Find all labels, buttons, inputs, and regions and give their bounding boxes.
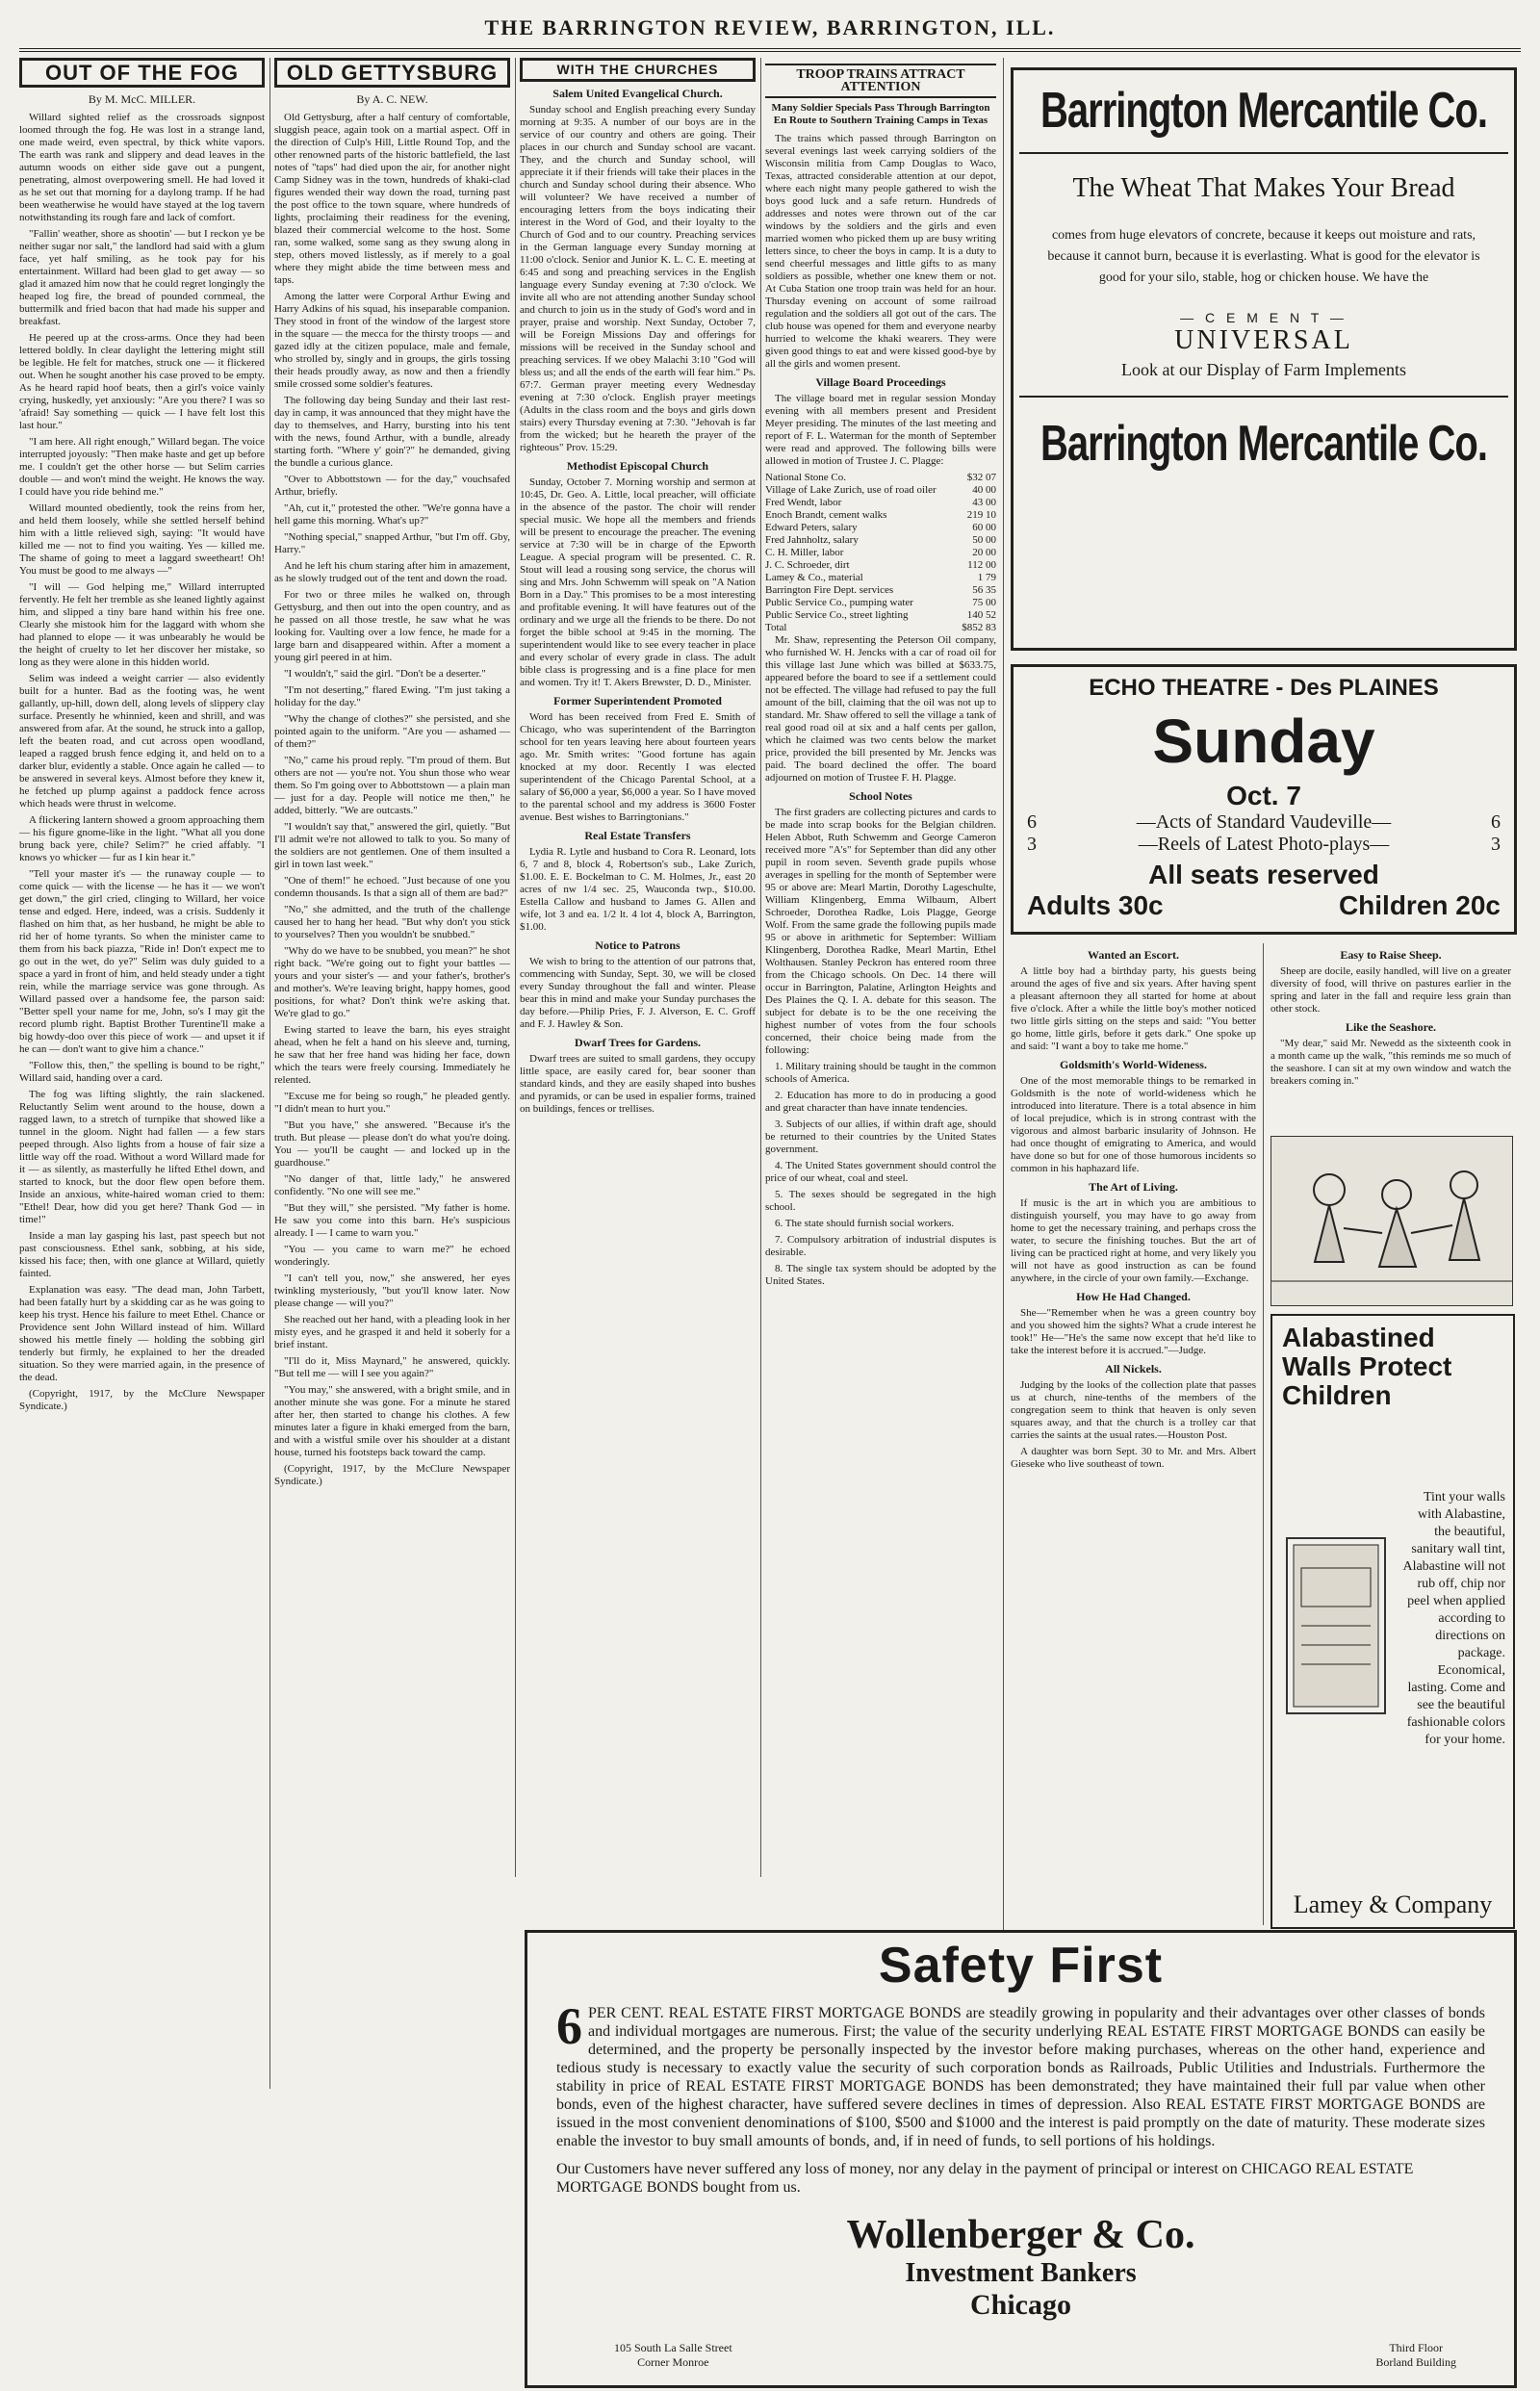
debate-item: 2. Education has more to do in producing a good and great character than have innate tendencies. [765,1090,996,1114]
bill-payee: Village of Lake Zurich, use of road oiler [765,484,937,496]
paragraph: "Excuse me for being so rough," he pleaded gently. "I didn't mean to hurt you." [274,1091,510,1115]
mercantile-ad-body: comes from huge elevators of concrete, because it keeps out moisture and rats, because it cannot burn, because it is everlasting. What is good for the elevator is good for your silo, stable, hog or chicken house. We have the [1047,228,1480,285]
echo-prices [1014,890,1514,921]
paragraph: "But they will," she persisted. "My father is home. He saw you come into this barn. He's suspicious already. I — I came to warn you." [274,1202,510,1239]
debate-item: 4. The United States government should control the price of our wheat, coal and steel. [765,1160,996,1184]
debate-item: 7. Compulsory arbitration of industrial disputes is desirable. [765,1234,996,1258]
acts-count: 6 [1027,811,1037,833]
paragraph: "Why the change of clothes?" she persisted, and she pointed again to the uniform. "Are you — ashamed — of them?" [274,713,510,750]
paragraph: "You may," she answered, with a bright smile, and in another minute she was gone. For a minute he stared after her, then started to change his clothes. A few minutes later a figure in khaki emerged from the barn, and with a wistful smile over his shoulder at a distant house, turned his footsteps back toward the camp. [274,1384,510,1458]
village-board-headline: Village Board Proceedings [815,375,946,389]
paragraph: "Ah, cut it," protested the other. "We're gonna have a hell game this morning. What's up?" [274,502,510,527]
story-headline: OLD GETTYSBURG [286,61,499,85]
bill-payee: Enoch Brandt, cement walks [765,509,887,521]
item-body: Judging by the looks of the collection plate that passes us at church, nine-tenths of the members of the congregation seem to think that heaven is only seven squares away, and that the church is a trolley car that carries the saints at the usual rates.—Houston Post. [1011,1379,1256,1441]
safety-first-text: PER CENT. REAL ESTATE FIRST MORTGAGE BONDS are steadily growing in popularity and their advantages over other classes of bonds and individual mortgages are numerous. First; the value of the security underlying REAL ESTATE FIRST MORTGAGE BONDS can easily be determined, and the property be personally inspected by the investor before making purchases, whereas on the other hand, experience and tedious study is necessary to exactly value the security of such corporation bonds as Railroads, Public Utilities and Industrials. Furthermore the stability in price of REAL ESTATE FIRST MORTGAGE BONDS has been demonstrated; they have maintained their full par value when other bonds, even of the highest character, have suffered severe declines in times of depression. Also REAL ESTATE FIRST MORTGAGE BONDS are issued in the most convenient denominations of $100, $500 and $1000 and the interest is paid promptly on the date of maturity. These moderate sizes enable the investor to buy small amounts of bonds, and, if in need of funds, to sell portions of his holdings. [556,2005,1485,2149]
address-right [1375,2341,1456,2370]
troop-trains-headline: TROOP TRAINS ATTRACT ATTENTION [765,64,996,98]
bill-amount: $852 83 [962,622,996,633]
alabastine-package-icon [1286,1537,1386,1714]
bill-row [765,547,996,559]
item-headline: The Art of Living. [1089,1180,1178,1194]
paragraph: "Fallin' weather, shore as shootin' — but I reckon ye be neither sugar nor salt," the landlord had said with a glum face, yet half smiling, as he took pay for his entertainment. Willard had been glad to get away — so glad it amazed him now that he could regret longingly the heaped log fire, the bread of pounded cornmeal, the buttermilk and fried bacon that had made his supper and breakfast. [19,228,265,327]
item-body: She—"Remember when he was a green country boy and you showed him the sights? What a crude interest he took!" He—"He's the same now except that he'd like to take the interest before it is accrued."—Judge. [1011,1307,1256,1356]
section-headline: Salem United Evangelical Church. [552,87,723,100]
churches-headline: WITH THE CHURCHES [556,62,719,77]
churches-headline-box [520,58,756,82]
bill-row [765,522,996,534]
echo-theatre-name: ECHO THEATRE - Des PLAINES [1089,675,1439,701]
churches-body [520,88,756,1116]
child-price: Children 20c [1338,890,1501,920]
address-right-line1: Third Floor [1389,2341,1443,2354]
bill-amount: 75 00 [972,597,996,608]
bill-row [765,622,996,634]
alabastine-copy: Tint your walls with Alabastine, the beautiful, sanitary wall tint, Alabastine will not rub off, chip nor peel when applied according to directions on package. Economical, lasting. Come and see the beautiful fashionable colors for your home. [1402,1490,1505,1747]
paragraph: (Copyright, 1917, by the McClure Newspaper Syndicate.) [274,1463,510,1487]
mercantile-ad-display: Look at our Display of Farm Implements [1121,360,1406,379]
paragraph: The following day being Sunday and their last rest-day in camp, it was announced that they might have the day to themselves, and Harry, bursting into his tent with the news, found Arthur, with a bundle, already starting forth. "Where y' goin'?" he demanded, giving the bundle a curious glance. [274,395,510,469]
mercantile-ad-universal: UNIVERSAL [1174,325,1353,355]
reels-count-right: 3 [1491,834,1501,855]
address-left-line2: Corner Monroe [637,2355,709,2369]
paragraph: "One of them!" he echoed. "Just because of one you condemn thousands. Is that a sign all of them are bad?" [274,875,510,899]
misc-items-right [1270,943,1511,1092]
masthead-title: THE BARRINGTON REVIEW, BARRINGTON, ILL. [484,15,1056,39]
echo-theatre-day: Sunday [1152,707,1375,776]
address-left [614,2341,732,2370]
story-headline: OUT OF THE FOG [45,61,239,85]
item-headline: All Nickels. [1105,1362,1162,1375]
item-headline: Goldsmith's World-Wideness. [1060,1058,1207,1071]
bill-row [765,472,996,484]
school-notes-body: The first graders are collecting pictures and cards to be made into scrap books for the Belgian children. Helen Abbot, Ruth Schwemm and George Cameron received more "A's" for September than did any other pupil in room seven. Seventh grade pupils whose averages in spelling for the month of September were 95 or above are: Mearl Martin, Dorothy Lageschulte, William Klingenberg, Emma Wilbaum, Albert Schroeder, Dorothea Radke, Lois Plagge, George Wolf. From the same grade the following pupils made 95 or above in arithmetic for September: William Klingenberg, Dorothea Radke, Mearl Martin, Ethel Wolthausen. Stanley Peckron has entered room three from the Chicago schools. On Dec. 14 there will occur in Barrington, Palatine, Arlington Heights and Des Plaines the Q. I. A. debate for this season. The subject for debate is to be the one receiving the highest number of votes from the four schools concerned, their choice being made from the following: [765,807,996,1056]
bill-amount: 1 79 [977,572,996,583]
paragraph: Ewing started to leave the barn, his eyes straight ahead, when he felt a hand on his sleeve and, turning, he saw that her free hand was hiding her face, down which the tears were freely coursing. Immediately he relented. [274,1024,510,1086]
paragraph: "I wouldn't say that," answered the girl, quietly. "But I'll admit we're not allowed to talk to you. So many of the soldiers are not gentlemen. One of them insulted a girl in town last week." [274,821,510,870]
paragraph: (Copyright, 1917, by the McClure Newspaper Syndicate.) [19,1388,265,1412]
section-body: Dwarf trees are suited to small gardens, they occupy little space, are easily cared for, bear sooner than standard kinds, and they are easily shaped into bushes and pyramids, or can be used in espalier forms, trained on buildings, fences or trellises. [520,1053,756,1115]
paragraph: Old Gettysburg, after a half century of comfortable, sluggish peace, again took on a martial aspect. Off in the direction of Culp's Hill, Little Round Top, and the other renowned parts of the historic battlefield, the last notes of "taps" had died upon the air, for another night Camp Sidney was in the town, hundreds of khaki-clad figures wended their way down the road, turning past the post office to the town square, where hundreds of lights, proclaiming their readiness for the evening, blazed their commercial welcome to the host. Some ran, some walked, some sang as they swung along in step, others moved listlessly, as if merely to a goal where they might abide the time between mess and taps. [274,112,510,286]
reels-label: —Reels of Latest Photo-plays— [1138,834,1390,855]
story-old-gettysburg [274,58,510,2089]
mercantile-ad [1011,67,1517,651]
section-body: Lydia R. Lytle and husband to Cora R. Leonard, lots 6, 7 and 8, block 4, Robertson's sub., Lake Zurich, $1.00. E. E. Bockelman to C. M. Holmes, Jr., east 20 acres of nw 1/4 sec. 25, Wauconda twp., $10.00. Estella Callow and husband to James G. Allen and wife, lot 3 and ea. 1/2 lt. 4 lot 4, block A, Barrington, $1.00. [520,846,756,933]
local-news-column [765,58,996,1877]
story-headline-box [274,58,510,88]
paragraph: "No," came his proud reply. "I'm proud of them. But others are not — you're not. You shun those who wear them. So I'm going over to Abbottstown — a plain man — just for a day. People will notice me then," he added, bitterly. "We are outcasts." [274,755,510,816]
section-body: Word has been received from Fred E. Smith of Chicago, who was superintendent of the Barrington school for ten years leaving here about fourteen years ago. Mr. Smith writes: "Good fortune has again knocked at my door. Recently I was elected superintendent of the Chicago Parental School, at a salary of $6,000 a year, $6,000 a year. So I have moved to the parental school and my address is 3600 Foster avenue. Best wishes to Barringtonians." [520,711,756,823]
column-rule [760,58,761,1877]
bill-payee: Public Service Co., street lighting [765,609,909,621]
masthead [19,8,1521,52]
reels-count: 3 [1027,834,1037,855]
mercantile-ad-headline: The Wheat That Makes Your Bread [1072,173,1455,203]
paragraph: And he left his chum staring after him in amazement, as he slowly trudged out of the tent and down the road. [274,560,510,584]
item-headline: How He Had Changed. [1076,1290,1191,1303]
bill-payee: Fred Wendt, labor [765,497,842,508]
item-body: A daughter was born Sept. 30 to Mr. and Mrs. Albert Gieseke who live southeast of town. [1011,1446,1256,1470]
debate-item: 5. The sexes should be segregated in the high school. [765,1189,996,1213]
safety-big-six: 6 [556,1997,582,2055]
mercantile-ad-title-2: Barrington Mercantile Co. [1040,416,1487,472]
bill-row [765,572,996,584]
bill-payee: Barrington Fire Dept. services [765,584,894,596]
address-left-line1: 105 South La Salle Street [614,2341,732,2354]
alabastine-ad [1270,1314,1515,1929]
story-byline: By M. McC. MILLER. [88,92,196,106]
bill-row [765,609,996,622]
bill-amount: 112 00 [967,559,996,571]
safety-first-title: Safety First [878,1938,1164,1993]
bill-amount: $32 07 [966,472,996,483]
children-illustration-svg [1271,1137,1512,1305]
item-body: One of the most memorable things to be remarked in Goldsmith is the note of world-wideness which he introduced into literature. There is a total absence in him of local prejudice, which is in strong contrast with the vigorous and almost barbaric insularity of Johnson. He had once thought of emigrating to America, and would have done so but for one of those humorous incidents so common in his haphazard life. [1011,1075,1256,1174]
bill-row [765,597,996,609]
bill-amount: 20 00 [972,547,996,558]
bill-amount: 43 00 [972,497,996,508]
bill-amount: 140 52 [966,609,996,621]
paragraph: "Follow this, then," the spelling is bound to be right," Willard said, handing over a card. [19,1060,265,1084]
echo-theatre-ad [1011,664,1517,935]
story-byline: By A. C. NEW. [356,92,428,106]
section-headline: Methodist Episcopal Church [566,459,709,473]
bill-amount: 40 00 [972,484,996,496]
bill-row [765,484,996,497]
address-right-line2: Borland Building [1375,2355,1456,2369]
paragraph: Inside a man lay gasping his last, past speech but not past consciousness. Ethel sank, sobbing, at his side, kissed his face; then, with one glance at Willard, quietly fainted. [19,1230,265,1279]
paragraph: "I wouldn't," said the girl. "Don't be a deserter." [284,668,486,680]
bill-payee: C. H. Miller, labor [765,547,844,558]
story-out-of-the-fog [19,58,265,2089]
alabastine-headline: Alabastined Walls Protect Children [1282,1323,1452,1410]
debate-item: 6. The state should furnish social workers. [775,1218,955,1229]
column-rule [515,58,516,1877]
school-notes-headline: School Notes [849,789,912,803]
paragraph: Willard sighted relief as the crossroads signpost loomed through the fog. He was lost in a strange land, one made weird, even spectral, by thick white vapors. The earth was rank and slippery and dead leaves in the autumn woods on either side gave out a pungent, penetrating, almost overpowering smell. He had loved it as he set out that morning for a daylong tramp. If he had been weatherwise he would have stayed at the log tavern notwithstanding its rough fare and lack of comfort. [19,112,265,223]
acts-label: —Acts of Standard Vaudeville— [1136,811,1392,833]
section-body: Sunday school and English preaching every Sunday morning at 9:35. A number of our boys are in the service of our country and others are going. Their places in our church and Sunday school are vacant. They, and the church and Sunday school, will appreciate it if their friends will take their places in the church and Sunday school during their absence. Who will volunteer? We have received a number of encouraging letters from the boys indicating their interest in the Word of God, and their loyalty to the Church of God and to our country. Preaching services in the German language every Sunday morning at 11:00 o'clock. Senior and Junior K. L. C. E. meeting at 6:45 and song and preaching services in the English language every Sunday evening at 7:30 o'clock. We invite all who are not attending another Sunday school and church to join us in the study of God's word and in prayer, praise and worship. Next Sunday, October 7, will be Foreign Missions Day and offerings for missions will be received in the Sunday school and preaching services. If we obey Malachi 3:10 "God will bless us; and all the ends of the earth will fear him." Ps. 67:7. German prayer meeting every Wednesday evening at 7:30 o'clock. English prayer meetings (Adults in the class room and the boys and girls down stairs) every Thursday evening at 7:30. "Jehovah is far from the wicked; but he heareth the prayer of the righteous" Prov. 15:29. [520,104,756,453]
chicago-label: Chicago [970,2289,1071,2321]
item-body: A little boy had a birthday party, his guests being around the ages of five and six years. After having spent a pleasant afternoon they all started for home at about five o'clock. After a while the little boy's mother noticed two little girls sitting on the steps and said: "You better go home, little girls, before it gets dark." One spoke up and said: "I want a boy to take me home." [1011,965,1256,1052]
bill-amount: 219 10 [966,509,996,521]
column-rule [1003,58,1004,1983]
paragraph: "I'm not deserting," flared Ewing. "I'm just taking a holiday for the day." [274,684,510,708]
safety-first-copy-2: Our Customers have never suffered any loss of money, nor any delay in the payment of principal or interest on CHICAGO REAL ESTATE MORTGAGE BONDS bought from us. [556,2161,1414,2196]
paragraph: "Nothing special," snapped Arthur, "but I'm off. Gby, Harry." [274,531,510,555]
echo-reels-row [1014,834,1514,856]
bill-row [765,559,996,572]
safety-first-copy [556,1997,1485,2150]
bill-payee: Public Service Co., pumping water [765,597,913,608]
paragraph: Among the latter were Corporal Arthur Ewing and Harry Adkins of his squad, his inseparable companion. They stood in front of the window of the largest store in the square — the mecca for the thirsty troops — and gazed idly at the citizen populace, male and female, who strolled by, singly and in groups, the girls tossing their heads proudly away, as now and then a friendly smile crossed some soldier's features. [274,291,510,390]
debate-list [765,1061,996,1288]
bill-payee: Total [765,622,787,633]
paragraph: "Over to Abbottstown — for the day," vouchsafed Arthur, briefly. [274,474,510,498]
paragraph: "Why do we have to be snubbed, you mean?" he shot right back. "We're going out to fight your battles — yours and your sister's — and your father's, brother's and mother's. We're leaving bright, happy homes, good positions, for what? Don't think we're asking that. We're glad to go." [274,945,510,1019]
paragraph: "I'll do it, Miss Maynard," he answered, quickly. "But tell me — will I see you again?" [274,1355,510,1379]
bill-row [765,534,996,547]
bill-amount: 50 00 [972,534,996,546]
paragraph: "You — you came to warn me?" he echoed wonderingly. [274,1244,510,1268]
paragraph: Selim was indeed a weight carrier — also evidently built for a hunter. Bad as the footing was, he went gallantly, up-hill, down dell, along levels of slippery clay surface. Presently he whinnied, keen and shrill, and was answered from afar. At the sound, he struck into a gallop, left the beaten road, and cut across open woodland, leaped a ragged brush fence edging it, and held on to a darker blur, evidently a stable. Once again he called — to be answered in several keys. Almost before they knew it, he fetched up plump against a paddock fence across which heads were thrust in welcome. [19,673,265,810]
echo-acts-row [1014,811,1514,834]
bill-payee: Lamey & Co., material [765,572,863,583]
bill-payee: National Stone Co. [765,472,847,483]
item-body: "My dear," said Mr. Newedd as the sixteenth cook in a month came up the walk, "this reminds me so much of the seashore. I can sit at my own window and watch the breakers coming in." [1270,1038,1511,1087]
bill-amount: 56 35 [972,584,996,596]
village-board-body-2: Mr. Shaw, representing the Peterson Oil company, who furnished W. H. Jencks with a car of road oil for this village last June which was billed at $633.75, appeared before the board to see if a settlement could not be effected. The village had refused to pay the full amount of the bill, claiming that the oil was not up to standard. Mr. Shaw offered to sell the village a tank of real good road oil at six and a half cents per gallon, which he claimed was two cents below the market price, provided the bill presented by Mr. Jencks was paid. The board declined the offer. The board adjourned on motion of Trustee F. H. Plagge. [765,634,996,784]
bill-payee: J. C. Schroeder, dirt [765,559,850,571]
item-body: Sheep are docile, easily handled, will live on a greater diversity of food, will thrive on pastures earlier in the spring and later in the fall and require less grain than other stock. [1270,965,1511,1015]
paragraph: For two or three miles he walked on, through Gettysburg, and then out into the open country, and as he passed on all those trestle, he saw what he was looking for. Vaulting over a low fence, he made for a large barn and disappeared within. After a moment a young girl peered in at him. [274,589,510,663]
debate-item: 1. Military training should be taught in the common schools of America. [765,1061,996,1085]
mercantile-ad-title: Barrington Mercantile Co. [1040,83,1487,139]
wollenberger-name: Wollenberger & Co. [846,2213,1195,2257]
column-rule [1263,943,1264,1925]
village-board-body: The village board met in regular session Monday evening with all members present and President Meyer presiding. The minutes of the last meeting and report of F. L. Waterman for the month of September were read and approved. The following bills were allowed in motion of Trustee J. C. Plagge: [765,393,996,467]
troop-trains-body: The trains which passed through Barrington on several evenings last week carrying soldiers of the Wisconsin militia from Camp Douglas to Waco, Texas, attracted considerable attention at our depot, where each night many people gathered to wish the boys good luck and a safe return. Hundreds of addresses and notes were thrown out of the car windows by the soldiers and the girls and even married women who picked them up are busy writing letters since, to cheer the boys in camp. It is a duty to send cheerful messages and little gifts to as many soldiers as possible, whether one knew them or not. At Cuba Station one troop train was held for an hour. Thursday evening on account of some railroad regulation and the soldiers all got out of the cars. The club house was opened for them and everyone nearby hurried to welcome the khaki wearers. They were given good things to eat and were kissed good-bye by all the girls and women present. [765,133,996,370]
paragraph: "Tell your master it's — the runaway couple — to come quick — with the license — he has it — we won't get down," the girl cried, clinging to Willard, her voice tense and edged. Here, indeed, was a crisis. Suddenly it flashed on him that, as her husband, he might be able to rid her of home tyrants. So when the minister came to them from his back piazza, "Ride in! Don't expect me to go out in the wet, do ye?" Selim was duly guided to a space a yard in front of him, and held steady under a tight rein, while the marriage service was gone through. As Willard passed over a handsome fee, the parson said: "Better spell your name for me, John, so's I may git the record plumb right. Baptist Brother Turentine'll make a big howdy-doo over this piece of work — and upset it if he can — don't want to give him a chance." [19,868,265,1055]
section-headline: Real Estate Transfers [584,829,691,842]
story-body [19,112,265,1413]
paragraph: Explanation was easy. "The dead man, John Tarbett, had been fatally hurt by a skidding car as he was going to keep his tryst. Hence his failure to meet Ethel. Chance or Providence sent John Willard instead of him. Willard showed his mettle finely — holding the sobbing girl tenderly but firmly, he explained to her the dreaded situation. So they were married again, in the presence of the dead. [19,1284,265,1383]
debate-item: 8. The single tax system should be adopted by the United States. [765,1263,996,1287]
bill-amount: 60 00 [972,522,996,533]
acts-count-right: 6 [1491,811,1501,833]
item-headline: Easy to Raise Sheep. [1340,948,1442,962]
section-headline: Former Superintendent Promoted [553,694,722,707]
troop-trains-deck: Many Soldier Specials Pass Through Barrington En Route to Southern Training Camps in Texas [771,102,990,126]
paragraph: Willard mounted obediently, took the reins from her, and held them loosely, while she settled herself behind him with a little relieved sigh, saying: "It would have killed me — not to find you waiting. Yes — killed me. The shame of going to meet a laggard sweetheart! Oh! You must be good to me always —" [19,502,265,577]
churches-column [520,58,756,1877]
bill-row [765,584,996,597]
paragraph: "But you have," she answered. "Because it's the truth. But please — please don't do what you're doing. You — you'll be caught — and locked up in the guardhouse." [274,1119,510,1169]
mercantile-ad-cement: — C E M E N T — [1180,310,1348,325]
debate-item: 3. Subjects of our allies, if within draft age, should be returned to their countries by the United States government. [765,1118,996,1155]
section-headline: Dwarf Trees for Gardens. [574,1036,702,1049]
adult-price: Adults 30c [1027,890,1164,920]
paragraph: A flickering lantern showed a groom approaching them — his figure gnome-like in the light. "What all you done brung back yere, chile? Selim?" he cried affably. "I knows yo whicker — fur as I kin hear it." [19,814,265,863]
item-body: If music is the art in which you are ambitious to distinguish yourself, you may have to go away from home to get the necessary training, and perhaps cross the water, to secure the finishing touches. But the art of living can be practiced right at home, and very likely you will not have as good instruction as can be found anywhere, in the circle of your own family.—Exchange. [1011,1197,1256,1284]
divider [1019,152,1508,154]
safety-first-ad [525,1930,1517,2388]
lamey-company: Lamey & Company [1293,1890,1493,1918]
divider [1019,396,1508,398]
section-body: Sunday, October 7. Morning worship and sermon at 10:45, Dr. Geo. A. Little, local preacher, will officiate in the absence of the pastor. The choir will render special music. We hope all the members and friends will be present to encourage the preacher. The evening service at 7:30 will be in charge of the Epworth League. A special program will be presented. C. R. Stout will lead a rousing song service, the chorus will sing and Mrs. John Schwemm will speak on "A Nation Born in a Day." This promises to be a most interesting and profitable evening. It will have features out of the ordinary and we urge all the friends to be there. Do not forget the bible school at 9:45 in the morning. The superintendent would like to see every teacher in place and every scholar of every grade in class. The adult bible class is progressing and is a fine place for men and women. Try it! T. Akers Brewster, D. D., Minister. [520,476,756,688]
bill-payee: Fred Jahnholtz, salary [765,534,859,546]
alabastine-package-svg [1288,1539,1384,1712]
bill-row [765,497,996,509]
bill-row [765,509,996,522]
paragraph: "No danger of that, little lady," he answered confidently. "No one will see me." [274,1173,510,1197]
paragraph: "I will — God helping me," Willard interrupted fervently. He felt her tremble as she leaned lightly against him, and slipped a tiny bare hand within his free one. Clearly she mistook him for the laggard with whom she had planned to elope — it was unbearably he would be the height of cruelty to let her discover her mistake, so long as they were alone in this hidden world. [19,581,265,668]
paragraph: She reached out her hand, with a pleading look in her misty eyes, and he grasped it and held it soberly for a brief instant. [274,1314,510,1350]
echo-seats: All seats reserved [1148,860,1379,889]
paragraph: The fog was lifting slightly, the rain slackened. Reluctantly Selim went around to the house, down a ragged lawn, to a stretch of turnpike that showed like a tunnel in the gloom. Night had fallen — a few stars peeped through. Also lights from a house of fair size a little way off the road. Without a word Willard made for it — as silently, as masterfully he lifted Ethel down, and started to knock, but the door flew open before them. Inside an anxious, white-haired woman cried to them: "Ethel! Dear, how did you get here? Thank God — in time!" [19,1089,265,1225]
story-body [274,112,510,1488]
bill-payee: Edward Peters, salary [765,522,858,533]
bills-table [765,472,996,634]
item-headline: Like the Seashore. [1345,1020,1437,1034]
paragraph: He peered up at the cross-arms. Once they had been lettered boldly. In clear daylight the lettering might still be legible. He felt for matches, struck one — it flickered out. When he sought another his case proved to be empty. As he heard rapid hoof beats, then a girl's voice vainly crying, huskedly, yet anxiously: "Are you there? I was so 'afraid! Say something — quick — I have felt lost this last hour." [19,332,265,431]
paragraph: "No," she admitted, and the truth of the challenge caused her to hang her head. "But why don't you stick to yourselves? Then you wouldn't be snubbed." [274,904,510,940]
paragraph: "I can't tell you, now," she answered, her eyes twinkling mysteriously, "but you'll know later. Now please change — will you?" [274,1273,510,1309]
children-illustration [1270,1136,1513,1306]
echo-theatre-date: Oct. 7 [1226,781,1301,810]
misc-items-left [1011,943,1256,1475]
paragraph: "I am here. All right enough," Willard began. The voice interrupted joyously: "Then make haste and get up before me. I couldn't get the other horse — but Selim carries double — and won't mind the weight. He knows the way. I could have you ride behind me." [19,436,265,498]
section-headline: Notice to Patrons [595,938,680,952]
section-body: We wish to bring to the attention of our patrons that, commencing with Sunday, Sept. 30, we will be closed every Sunday throughout the fall and winter. Please bear this in mind and make your Sunday purchases the day before.—Philip Pries, F. J. Alverson, E. C. Groff and F. J. Hawley & Son. [520,956,756,1030]
investment-bankers: Investment Bankers [905,2258,1137,2288]
story-headline-box [19,58,265,88]
item-headline: Wanted an Escort. [1087,948,1179,962]
